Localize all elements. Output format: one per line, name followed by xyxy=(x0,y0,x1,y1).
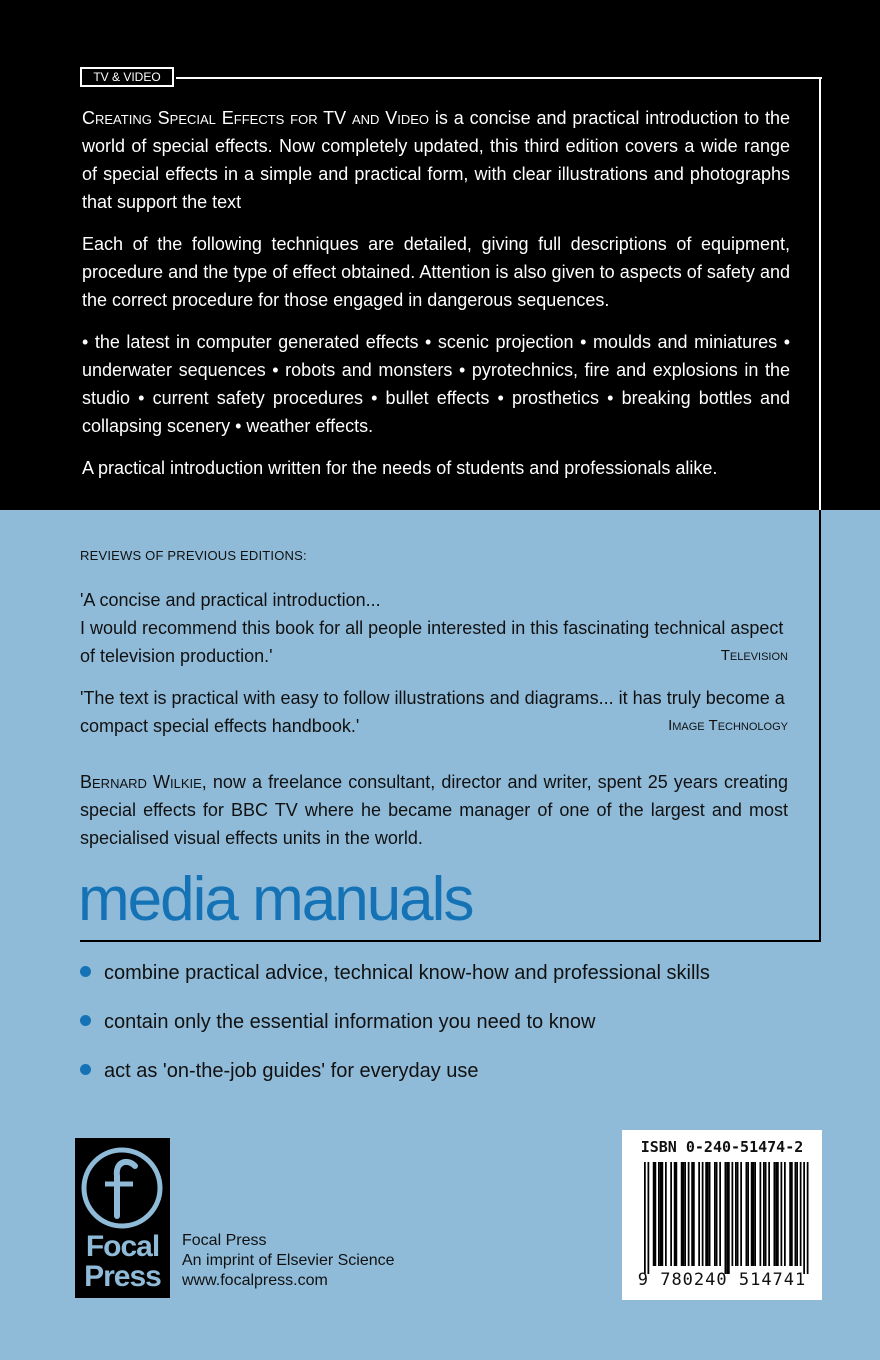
series-bullet-text: act as 'on-the-job guides' for everyday use xyxy=(104,1060,479,1082)
barcode-bar xyxy=(658,1162,660,1266)
barcode-bar xyxy=(747,1162,749,1266)
author-bio-text: , now a freelance consultant, director and writer, spent 25 years creating special effects for BBC TV where he became manager of one of the largest and most specialised visual effects units in the world. xyxy=(80,772,789,848)
series-bullet-text: contain only the essential information you need to know xyxy=(104,1011,596,1033)
focal-f-icon xyxy=(75,1138,170,1233)
barcode-bar xyxy=(653,1162,655,1266)
barcode-bar xyxy=(796,1162,798,1266)
barcode-bar xyxy=(676,1162,678,1266)
publisher-name: Focal Press xyxy=(182,1232,267,1249)
barcode-bar xyxy=(684,1162,686,1266)
review-2-source: Image Technology xyxy=(668,717,788,734)
barcode-bar xyxy=(740,1162,742,1266)
barcode-bar xyxy=(784,1162,786,1266)
barcode-bar xyxy=(775,1162,777,1266)
author-name: Bernard Wilkie xyxy=(80,772,202,792)
review-1 xyxy=(80,586,788,670)
logo-word-press: Press xyxy=(84,1260,161,1293)
barcode-bar xyxy=(803,1162,805,1274)
barcode-bar xyxy=(791,1162,793,1266)
barcode-bar xyxy=(674,1162,676,1266)
frame-top-line xyxy=(176,77,822,79)
category-tag: TV & VIDEO xyxy=(80,67,174,87)
publisher-imprint: An imprint of Elsevier Science xyxy=(182,1252,395,1269)
barcode-bar xyxy=(702,1162,704,1266)
blurb-paragraph-1-text: is a concise and practical introduction to the world of special effects. Now completely updated, this third edition covers a wide range of special effects in a simple and practical form, with clear illustrations and photographs that support the text xyxy=(82,108,790,212)
frame-right-line-lower xyxy=(819,510,821,942)
barcode-bar xyxy=(691,1162,693,1266)
barcode-bar xyxy=(800,1162,802,1266)
isbn-number: ISBN 0-240-51474-2 xyxy=(640,1138,804,1156)
author-bio xyxy=(80,768,788,852)
bullet-dot-icon xyxy=(80,1064,91,1075)
barcode-bar xyxy=(705,1162,707,1266)
review-1-source: Television xyxy=(720,647,788,664)
publisher-info xyxy=(182,1231,395,1291)
barcode-bar xyxy=(760,1162,762,1266)
barcode-bar xyxy=(670,1162,672,1266)
barcode-bar xyxy=(789,1162,791,1266)
series-bullet-text: combine practical advice, technical know-how and professional skills xyxy=(104,962,710,984)
blurb-paragraph-1 xyxy=(82,104,790,216)
blurb-paragraph-4: A practical introduction written for the needs of students and professionals alike. xyxy=(82,458,718,478)
review-1-line1: 'A concise and practical introduction... xyxy=(80,590,381,610)
barcode-bar xyxy=(725,1162,727,1274)
barcode-bar xyxy=(753,1162,755,1266)
barcode-bar xyxy=(648,1162,650,1274)
barcode-bar xyxy=(683,1162,685,1266)
barcode-bar xyxy=(737,1162,739,1266)
barcode-bar xyxy=(655,1162,657,1266)
series-rule xyxy=(80,940,821,942)
reviews-heading: REVIEWS OF PREVIOUS EDITIONS: xyxy=(80,548,307,563)
barcode-bar xyxy=(807,1162,809,1274)
barcode-bar xyxy=(707,1162,709,1266)
focal-press-logo xyxy=(75,1138,170,1298)
barcode-bar xyxy=(688,1162,690,1266)
ean-number: 9 780240 514741 xyxy=(637,1270,807,1290)
barcode-bar xyxy=(751,1162,753,1266)
barcode-bar xyxy=(735,1162,737,1266)
barcode-bar xyxy=(709,1162,711,1266)
book-title: Creating Special Effects for TV and Video xyxy=(82,108,430,128)
barcode-bar xyxy=(728,1162,730,1274)
barcode-bar xyxy=(763,1162,765,1266)
barcode-bar xyxy=(662,1162,664,1266)
barcode-bar xyxy=(644,1162,646,1274)
bullet-dot-icon xyxy=(80,966,91,977)
barcode-bar xyxy=(781,1162,783,1266)
bullet-dot-icon xyxy=(80,1015,91,1026)
review-1-text: I would recommend this book for all people interested in this fascinating technical aspect of television production.' xyxy=(80,618,784,666)
series-bullet xyxy=(80,1057,800,1085)
barcode-bar xyxy=(665,1162,667,1266)
blurb-paragraph-2: Each of the following techniques are detailed, giving full descriptions of equipment, procedure and the type of effect obtained. Attention is also given to aspects of safety and the correct procedure for those engaged in dangerous sequences. xyxy=(82,234,790,310)
barcode-bar xyxy=(754,1162,756,1266)
techniques-list: • the latest in computer generated effects • scenic projection • moulds and miniatures • underwater sequences • robots and monsters • pyrotechnics, fire and explosions in the studio • current safety procedures • bullet effects • prosthetics • breaking bottles and collapsing scenery • weather effects. xyxy=(82,332,790,436)
frame-right-line xyxy=(819,77,821,510)
logo-word-focal: Focal xyxy=(85,1230,160,1263)
publisher-url: www.focalpress.com xyxy=(182,1272,328,1289)
review-2 xyxy=(80,684,788,740)
barcode-bar xyxy=(726,1162,728,1274)
barcode-bar xyxy=(714,1162,716,1266)
barcode-bar xyxy=(746,1162,748,1266)
barcode-bar xyxy=(660,1162,662,1266)
barcode-bar xyxy=(777,1162,779,1266)
barcode-bar xyxy=(719,1162,721,1266)
series-bullet xyxy=(80,959,800,987)
barcode-bar xyxy=(765,1162,767,1266)
barcode-bar xyxy=(716,1162,718,1266)
series-bullet xyxy=(80,1008,800,1036)
barcode-bar xyxy=(774,1162,776,1266)
barcode-bar xyxy=(681,1162,683,1266)
barcode-bar xyxy=(732,1162,734,1266)
barcode-bar xyxy=(693,1162,695,1266)
barcode-bar xyxy=(768,1162,770,1266)
review-2-text: 'The text is practical with easy to follow illustrations and diagrams... it has truly become a compact special effects handbook.' xyxy=(80,688,785,736)
barcode-box xyxy=(622,1130,822,1300)
barcode-bar xyxy=(698,1162,700,1266)
barcode-bar xyxy=(795,1162,797,1266)
series-title: media manuals xyxy=(78,865,473,934)
